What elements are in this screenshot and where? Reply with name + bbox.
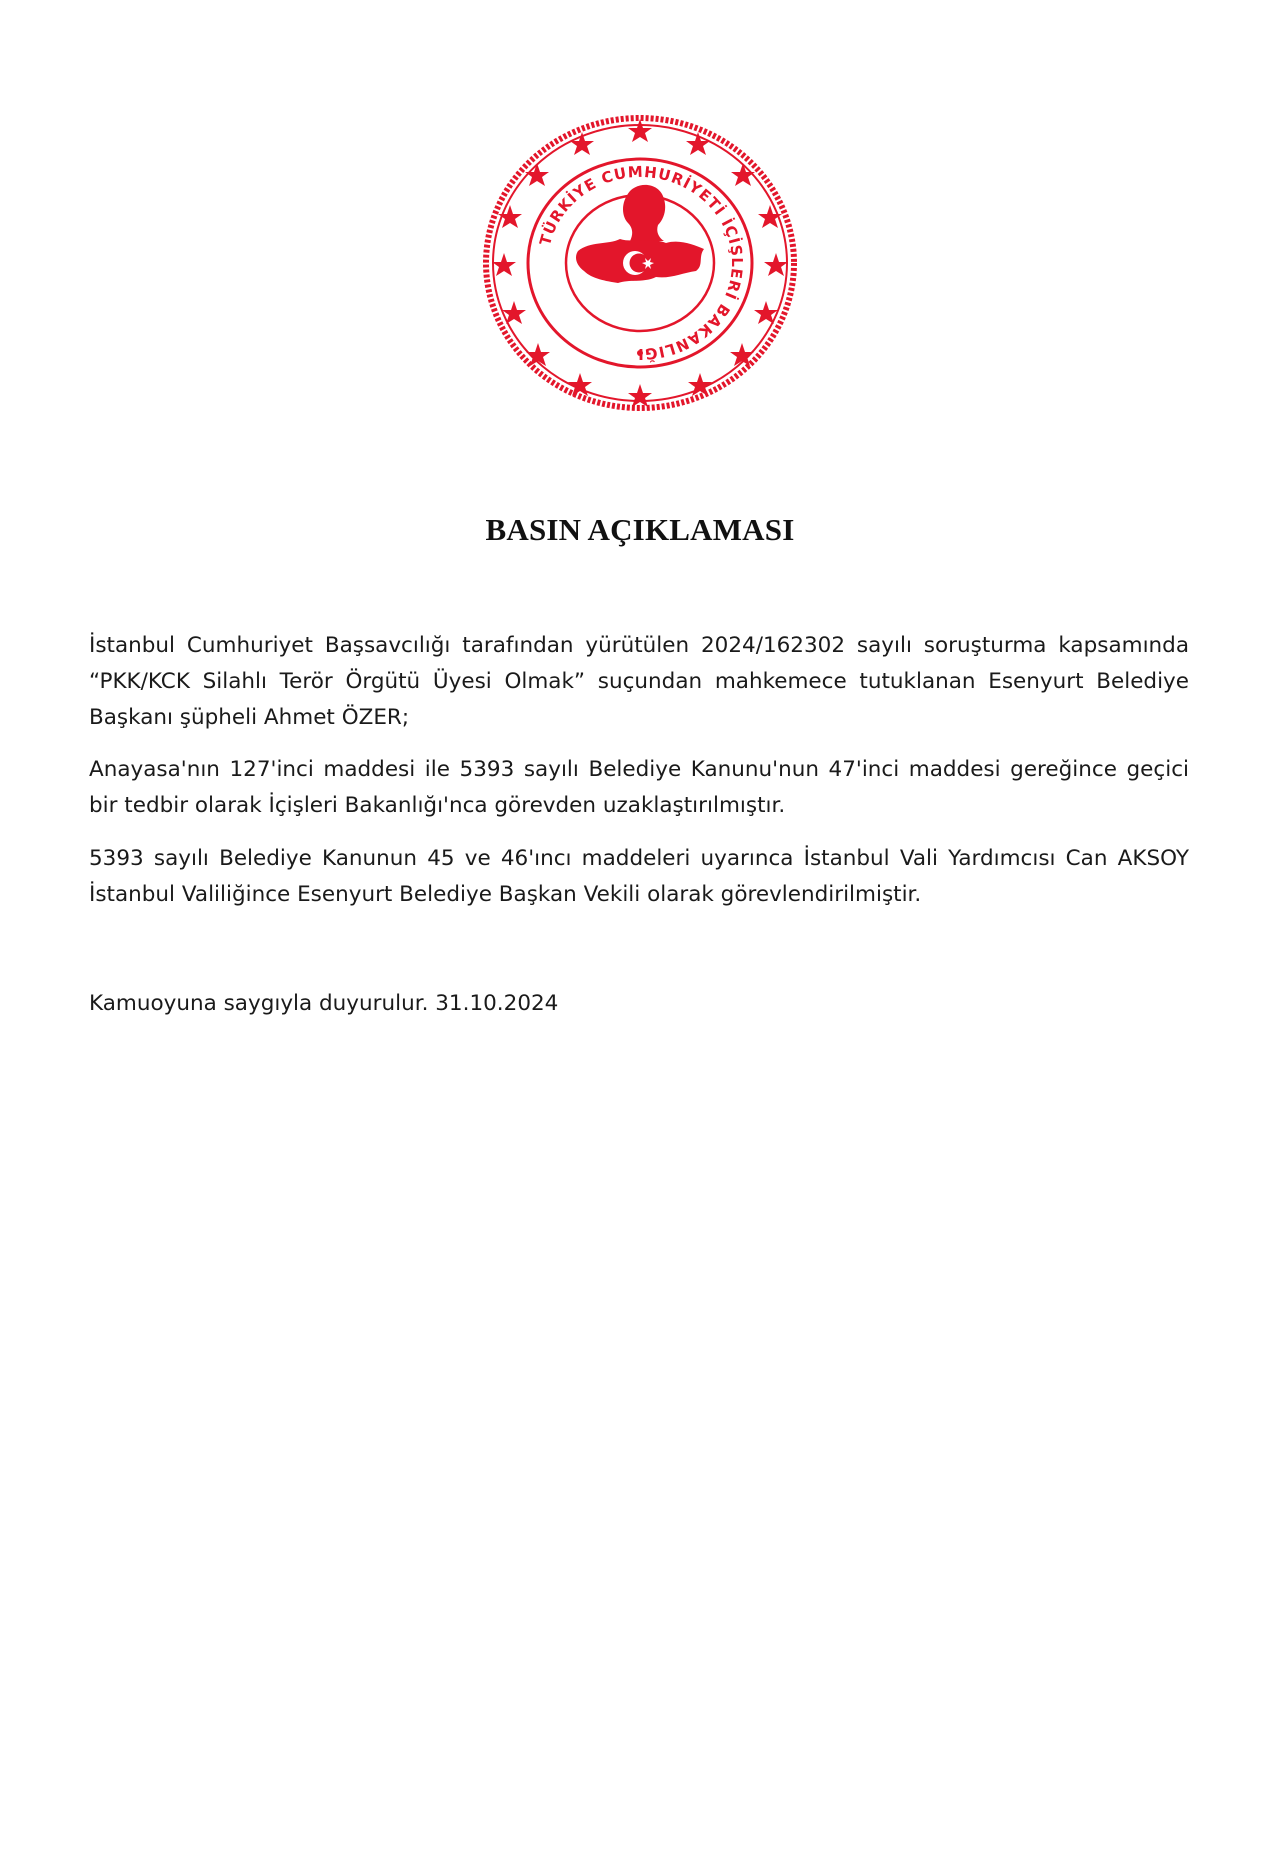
paragraph-3: 5393 sayılı Belediye Kanunun 45 ve 46'ıncı maddeleri uyarınca İstanbul Vali Yardımcısı Can AKSOY İstanbul Valiliğince Esenyurt Belediye Başkan Vekili olarak görevlendirilmiştir. (89, 846, 1189, 907)
ministry-seal-logo (480, 113, 800, 413)
paragraph-2: Anayasa'nın 127'inci maddesi ile 5393 sayılı Belediye Kanunu'nun 47'inci maddesi gereğince geçici bir tedbir olarak İçişleri Bakanlığı'nca görevden uzaklaştırılmıştır. (89, 757, 1189, 818)
closing-line: Kamuoyuna saygıyla duyurulur. 31.10.2024 (89, 991, 559, 1016)
paragraph-1: İstanbul Cumhuriyet Başsavcılığı tarafından yürütülen 2024/162302 sayılı soruşturma kapsamında “PKK/KCK Silahlı Terör Örgütü Üyesi Olmak” suçundan mahkemece tutuklanan Esenyurt Belediye Başkanı şüpheli Ahmet ÖZER; (89, 633, 1189, 730)
svg-text:TÜRKİYE CUMHURİYETİ İÇİŞLERİ B: TÜRKİYE CUMHURİYETİ İÇİŞLERİ BAKANLIĞ (536, 162, 747, 364)
page-title: BASIN AÇIKLAMASI (485, 512, 795, 547)
